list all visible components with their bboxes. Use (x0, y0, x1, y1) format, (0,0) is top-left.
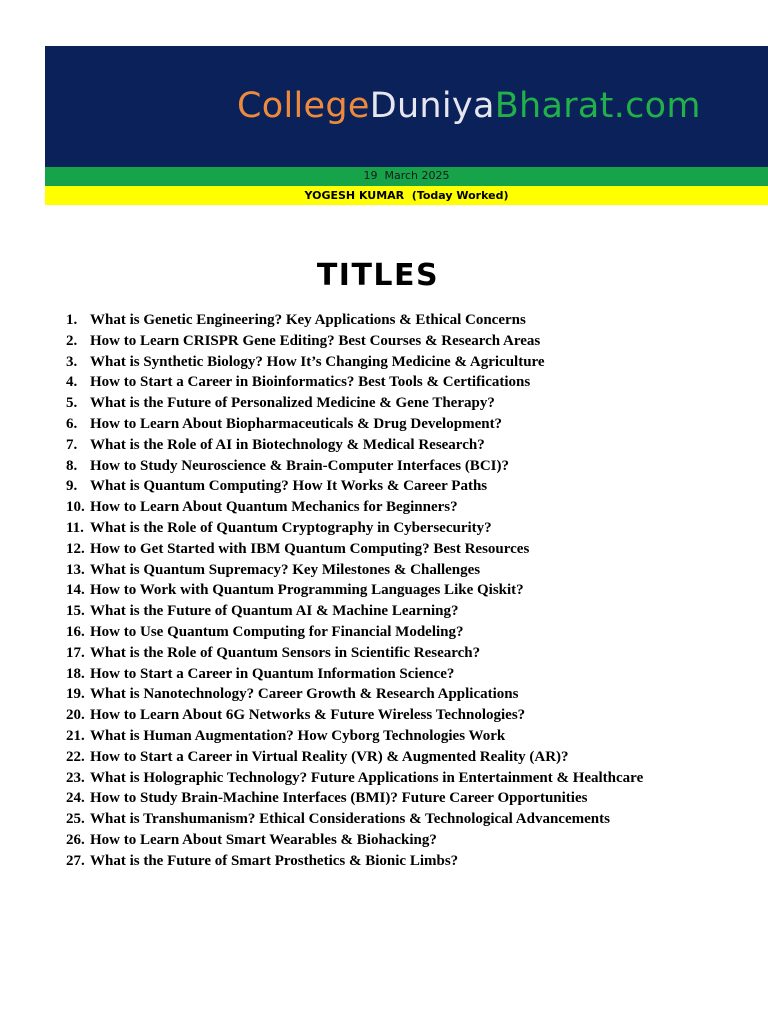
list-item-number: 13. (66, 561, 85, 578)
list-item-text: What is the Future of Smart Prosthetics & Bionic Limbs? (90, 852, 459, 869)
list-item (66, 372, 766, 393)
list-item-text: How to Get Started with IBM Quantum Computing? Best Resources (90, 540, 530, 557)
list-item-number: 6. (66, 415, 78, 432)
list-item-text: How to Start a Career in Virtual Reality (VR) & Augmented Reality (AR)? (90, 748, 569, 765)
list-item-number: 25. (66, 811, 85, 828)
page-title: TITLES (316, 258, 440, 293)
list-item-text: How to Learn About Smart Wearables & Biohacking? (90, 831, 437, 848)
list-item-text: What is the Role of Quantum Cryptography in Cybersecurity? (90, 519, 492, 536)
author-bar (45, 186, 768, 205)
list-item-number: 5. (66, 395, 78, 412)
list-item (66, 435, 766, 456)
list-item-text: What is Synthetic Biology? How It’s Changing Medicine & Agriculture (90, 353, 545, 370)
list-item-text: How to Start a Career in Bioinformatics? Best Tools & Certifications (90, 374, 531, 391)
list-item (66, 414, 766, 435)
list-item-number: 16. (66, 623, 85, 640)
list-item-text: How to Learn About Quantum Mechanics for Beginners? (90, 499, 458, 516)
list-item-number: 7. (66, 436, 78, 453)
list-item-number: 2. (66, 332, 78, 349)
titles-list (66, 310, 766, 872)
list-item (66, 518, 766, 539)
list-item (66, 809, 766, 830)
list-item-text: What is Quantum Computing? How It Works & Career Paths (90, 478, 488, 495)
list-item-text: What is Holographic Technology? Future Applications in Entertainment & Healthcare (90, 769, 644, 786)
list-item (66, 684, 766, 705)
logo-bharat: Bharat.com (494, 86, 701, 126)
list-item (66, 580, 766, 601)
list-item (66, 601, 766, 622)
list-item-text: How to Study Neuroscience & Brain-Computer Interfaces (BCI)? (90, 457, 509, 474)
list-item-text: How to Learn CRISPR Gene Editing? Best Courses & Research Areas (90, 332, 541, 349)
list-item (66, 476, 766, 497)
list-item (66, 560, 766, 581)
list-item-text: What is Quantum Supremacy? Key Milestones & Challenges (90, 561, 481, 578)
author-text: YOGESH KUMAR (Today Worked) (304, 189, 509, 202)
list-item (66, 310, 766, 331)
list-item-number: 4. (66, 374, 78, 391)
date-bar (45, 167, 768, 186)
list-item-text: What is the Role of AI in Biotechnology & Medical Research? (90, 436, 485, 453)
list-item-number: 23. (66, 769, 85, 786)
list-item (66, 393, 766, 414)
list-item (66, 851, 766, 872)
list-item-text: How to Study Brain-Machine Interfaces (BMI)? Future Career Opportunities (90, 790, 588, 807)
list-item-text: What is Human Augmentation? How Cyborg Technologies Work (90, 727, 506, 744)
list-item-number: 12. (66, 540, 85, 557)
header-banner (45, 46, 768, 167)
list-item-number: 10. (66, 499, 85, 516)
list-item-number: 19. (66, 686, 85, 703)
list-item-text: How to Learn About Biopharmaceuticals & Drug Development? (90, 415, 503, 432)
list-item-text: How to Work with Quantum Programming Languages Like Qiskit? (90, 582, 524, 599)
list-item-number: 8. (66, 457, 78, 474)
list-item-number: 20. (66, 707, 85, 724)
list-item (66, 788, 766, 809)
site-logo (237, 86, 701, 126)
list-item-text: How to Learn About 6G Networks & Future Wireless Technologies? (90, 707, 526, 724)
list-item-text: How to Use Quantum Computing for Financial Modeling? (90, 623, 464, 640)
list-item (66, 331, 766, 352)
list-item-number: 11. (66, 519, 84, 536)
list-item-text: What is the Role of Quantum Sensors in Scientific Research? (90, 644, 481, 661)
list-item-number: 14. (66, 582, 85, 599)
list-item-number: 27. (66, 852, 85, 869)
list-item-number: 24. (66, 790, 85, 807)
list-item (66, 497, 766, 518)
list-item-number: 3. (66, 353, 78, 370)
logo-duniya: Duniya (369, 86, 495, 126)
list-item-text: What is Transhumanism? Ethical Considerations & Technological Advancements (90, 811, 610, 828)
list-item-text: What is the Future of Personalized Medicine & Gene Therapy? (90, 395, 495, 412)
list-item (66, 622, 766, 643)
list-item-number: 17. (66, 644, 85, 661)
list-item-number: 1. (66, 312, 78, 328)
list-item (66, 705, 766, 726)
list-item-text: What is Nanotechnology? Career Growth & Research Applications (90, 686, 519, 703)
logo-college: College (237, 86, 370, 126)
list-item-text: How to Start a Career in Quantum Information Science? (90, 665, 455, 682)
date-text: 19 March 2025 (363, 169, 450, 182)
list-item-text: What is the Future of Quantum AI & Machine Learning? (90, 603, 459, 620)
list-item-number: 26. (66, 831, 85, 848)
list-item-number: 21. (66, 727, 85, 744)
list-item-number: 9. (66, 478, 78, 495)
list-item-text: What is Genetic Engineering? Key Applications & Ethical Concerns (90, 312, 526, 328)
list-item (66, 830, 766, 851)
list-item (66, 726, 766, 747)
list-item (66, 664, 766, 685)
list-item (66, 539, 766, 560)
list-item (66, 352, 766, 373)
list-item (66, 456, 766, 477)
list-item-number: 22. (66, 748, 85, 765)
list-item (66, 768, 766, 789)
list-item (66, 747, 766, 768)
list-item-number: 18. (66, 665, 85, 682)
list-item-number: 15. (66, 603, 85, 620)
list-item (66, 643, 766, 664)
